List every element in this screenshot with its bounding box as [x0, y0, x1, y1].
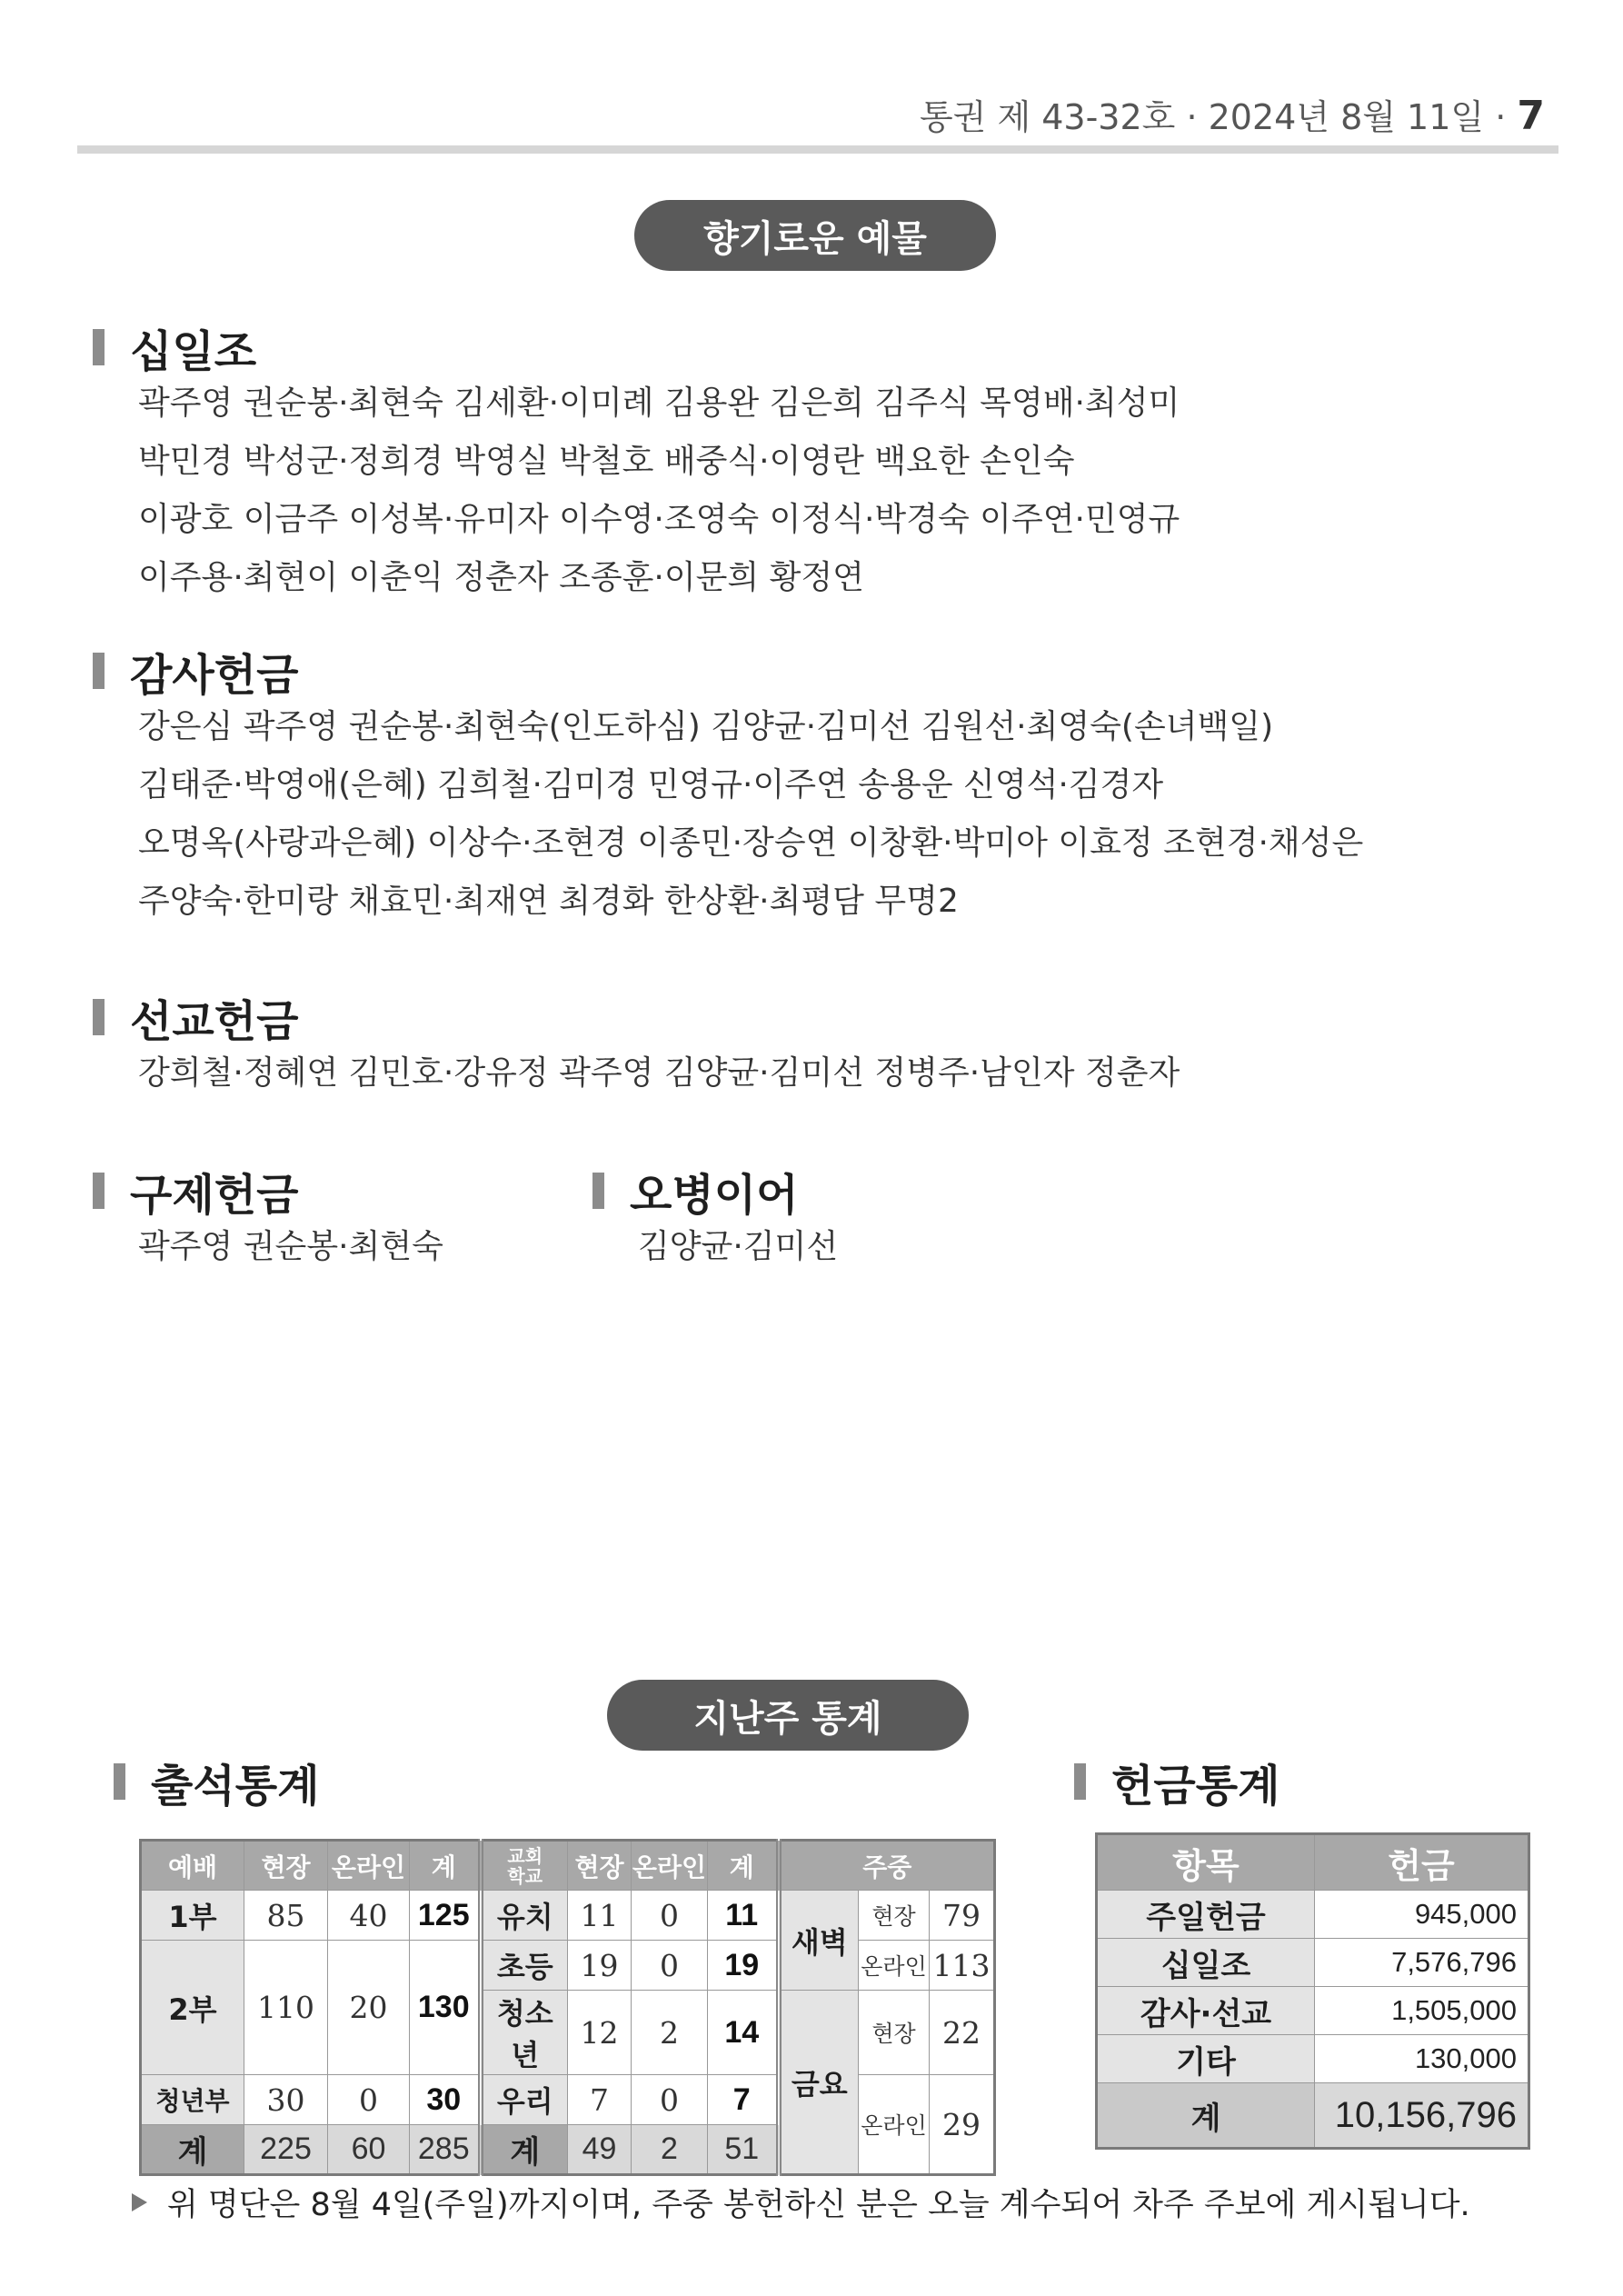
col-onsite: 현장	[568, 1841, 632, 1891]
name-line: 곽주영 권순봉·최현숙	[138, 1228, 443, 1265]
table-row	[1097, 1987, 1529, 2035]
cell: 0	[328, 2075, 410, 2125]
col-item: 항목	[1097, 1834, 1315, 1891]
heading-marker	[114, 1763, 125, 1800]
row-label: 청년부	[141, 2075, 244, 2125]
thanks-title: 감사헌금	[130, 649, 299, 701]
row-label: 감사·선교	[1097, 1987, 1315, 2035]
offerings-banner: 향기로운 예물	[634, 200, 996, 271]
footnote	[132, 2180, 1470, 2225]
row-label: 새벽	[779, 1891, 859, 1991]
row-label: 2부	[141, 1941, 244, 2075]
page-number: 7	[1517, 93, 1545, 139]
col-online: 온라인	[328, 1841, 410, 1891]
col-worship: 예배	[141, 1841, 244, 1891]
name-line: 김양균·김미선	[638, 1228, 839, 1265]
cell: 130,000	[1315, 2035, 1529, 2083]
thanks-section	[93, 644, 1363, 931]
col-total: 계	[708, 1841, 779, 1891]
row-label: 금요	[779, 1991, 859, 2175]
cell: 49	[568, 2125, 632, 2175]
cell: 온라인	[859, 1941, 930, 1991]
table-row	[141, 2075, 995, 2125]
name-line: 김태준·박영애(은혜) 김희철·김미경 민영규·이주연 송용운 신영석·김경자	[138, 766, 1164, 804]
cell: 19	[708, 1941, 779, 1991]
tithe-title: 십일조	[130, 325, 257, 377]
cell: 10,156,796	[1315, 2083, 1529, 2149]
tithe-heading	[93, 320, 1180, 377]
table-sum-row	[1097, 2083, 1529, 2149]
table-row	[1097, 1891, 1529, 1939]
table-row	[1097, 1939, 1529, 1987]
table-header-row	[141, 1841, 995, 1891]
cell: 2	[632, 1991, 708, 2075]
col-online: 온라인	[632, 1841, 708, 1891]
cell: 51	[708, 2125, 779, 2175]
stats-banner: 지난주 통계	[607, 1680, 969, 1751]
table-row	[141, 1891, 995, 1941]
heading-marker	[93, 1173, 105, 1209]
row-label: 주일헌금	[1097, 1891, 1315, 1939]
cell: 현장	[859, 1991, 930, 2075]
heading-marker	[93, 329, 105, 365]
col-school: 교회 학교	[481, 1841, 568, 1891]
col-total: 계	[410, 1841, 481, 1891]
cell: 20	[328, 1941, 410, 2075]
name-line: 오명옥(사랑과은혜) 이상수·조현경 이종민·장승연 이창환·박미아 이효정 조현경·채성은	[138, 824, 1364, 862]
attendance-heading	[114, 1754, 320, 1812]
cell: 11	[568, 1891, 632, 1941]
row-label: 계	[481, 2125, 568, 2175]
offering-stats-title: 헌금통계	[1111, 1760, 1280, 1812]
cell: 14	[708, 1991, 779, 2075]
col-amount: 헌금	[1315, 1834, 1529, 1891]
table-row	[141, 1941, 995, 1991]
row-label: 십일조	[1097, 1939, 1315, 1987]
cell: 110	[244, 1941, 328, 2075]
cell: 2	[632, 2125, 708, 2175]
mission-heading	[93, 990, 1180, 1047]
cell: 22	[930, 1991, 995, 2075]
obed-title: 오병이어	[630, 1169, 799, 1221]
table-header-row	[1097, 1834, 1529, 1891]
mission-title: 선교헌금	[130, 995, 299, 1047]
heading-marker	[93, 999, 105, 1035]
name-line: 이광호 이금주 이성복·유미자 이수영·조영숙 이정식·박경숙 이주연·민영규	[138, 501, 1180, 538]
cell: 79	[930, 1891, 995, 1941]
cell: 0	[632, 1941, 708, 1991]
triangle-bullet-icon	[132, 2193, 147, 2211]
row-label: 1부	[141, 1891, 244, 1941]
cell: 29	[930, 2075, 995, 2175]
row-label: 계	[141, 2125, 244, 2175]
name-line: 강희철·정혜연 김민호·강유정 곽주영 김양균·김미선 정병주·남인자 정춘자	[138, 1054, 1180, 1092]
row-label: 초등	[481, 1941, 568, 1991]
heading-marker	[592, 1173, 604, 1209]
offering-stats-table	[1095, 1832, 1530, 2150]
footnote-text: 위 명단은 8월 4일(주일)까지이며, 주중 봉헌하신 분은 오늘 계수되어 차주 주보에 게시됩니다.	[167, 2187, 1470, 2223]
cell: 19	[568, 1941, 632, 1991]
page-header	[0, 89, 1545, 139]
cell: 40	[328, 1891, 410, 1941]
obed-heading	[592, 1163, 838, 1221]
col-onsite: 현장	[244, 1841, 328, 1891]
thanks-names	[138, 698, 1363, 931]
name-line: 이주용·최현이 이춘익 정춘자 조종훈·이문희 황정연	[138, 559, 864, 596]
cell: 85	[244, 1891, 328, 1941]
cell: 현장	[859, 1891, 930, 1941]
cell: 30	[410, 2075, 481, 2125]
cell: 온라인	[859, 2075, 930, 2175]
cell: 225	[244, 2125, 328, 2175]
offering-stats-heading	[1074, 1754, 1280, 1812]
cell: 0	[632, 2075, 708, 2125]
table-row	[1097, 2035, 1529, 2083]
cell: 125	[410, 1891, 481, 1941]
attendance-title: 출석통계	[151, 1760, 320, 1812]
cell: 130	[410, 1941, 481, 2075]
name-line: 주양숙·한미랑 채효민·최재연 최경화 한상환·최평담 무명2	[138, 883, 959, 920]
thanks-heading	[93, 644, 1363, 701]
issue-info: 통권 제 43-32호 · 2024년 8월 11일 ·	[919, 97, 1507, 137]
cell: 1,505,000	[1315, 1987, 1529, 2035]
relief-title: 구제헌금	[130, 1169, 299, 1221]
heading-marker	[1074, 1763, 1086, 1800]
row-label: 계	[1097, 2083, 1315, 2149]
row-label: 기타	[1097, 2035, 1315, 2083]
cell: 7,576,796	[1315, 1939, 1529, 1987]
heading-marker	[93, 653, 105, 689]
cell: 113	[930, 1941, 995, 1991]
cell: 7	[708, 2075, 779, 2125]
obed-names	[638, 1218, 838, 1276]
row-label: 청소년	[481, 1991, 568, 2075]
tithe-section	[93, 320, 1180, 607]
name-line: 강은심 곽주영 권순봉·최현숙(인도하심) 김양균·김미선 김원선·최영숙(손녀백일)	[138, 708, 1274, 745]
relief-heading	[93, 1163, 443, 1221]
cell: 11	[708, 1891, 779, 1941]
name-line: 박민경 박성군·정희경 박영실 박철호 배중식·이영란 백요한 손인숙	[138, 443, 1075, 480]
name-line: 곽주영 권순봉·최현숙 김세환·이미례 김용완 김은희 김주식 목영배·최성미	[138, 384, 1180, 422]
row-label: 유치	[481, 1891, 568, 1941]
attendance-table	[139, 1839, 996, 2176]
relief-section	[93, 1163, 443, 1276]
mission-names	[138, 1044, 1180, 1103]
obed-section	[592, 1163, 838, 1276]
col-weekday: 주중	[779, 1841, 995, 1891]
cell: 945,000	[1315, 1891, 1529, 1939]
tithe-names	[138, 374, 1180, 607]
cell: 7	[568, 2075, 632, 2125]
cell: 60	[328, 2125, 410, 2175]
cell: 30	[244, 2075, 328, 2125]
cell: 285	[410, 2125, 481, 2175]
cell: 0	[632, 1891, 708, 1941]
row-label: 우리	[481, 2075, 568, 2125]
header-divider	[77, 145, 1558, 154]
mission-section	[93, 990, 1180, 1103]
cell: 12	[568, 1991, 632, 2075]
relief-names	[138, 1218, 443, 1276]
